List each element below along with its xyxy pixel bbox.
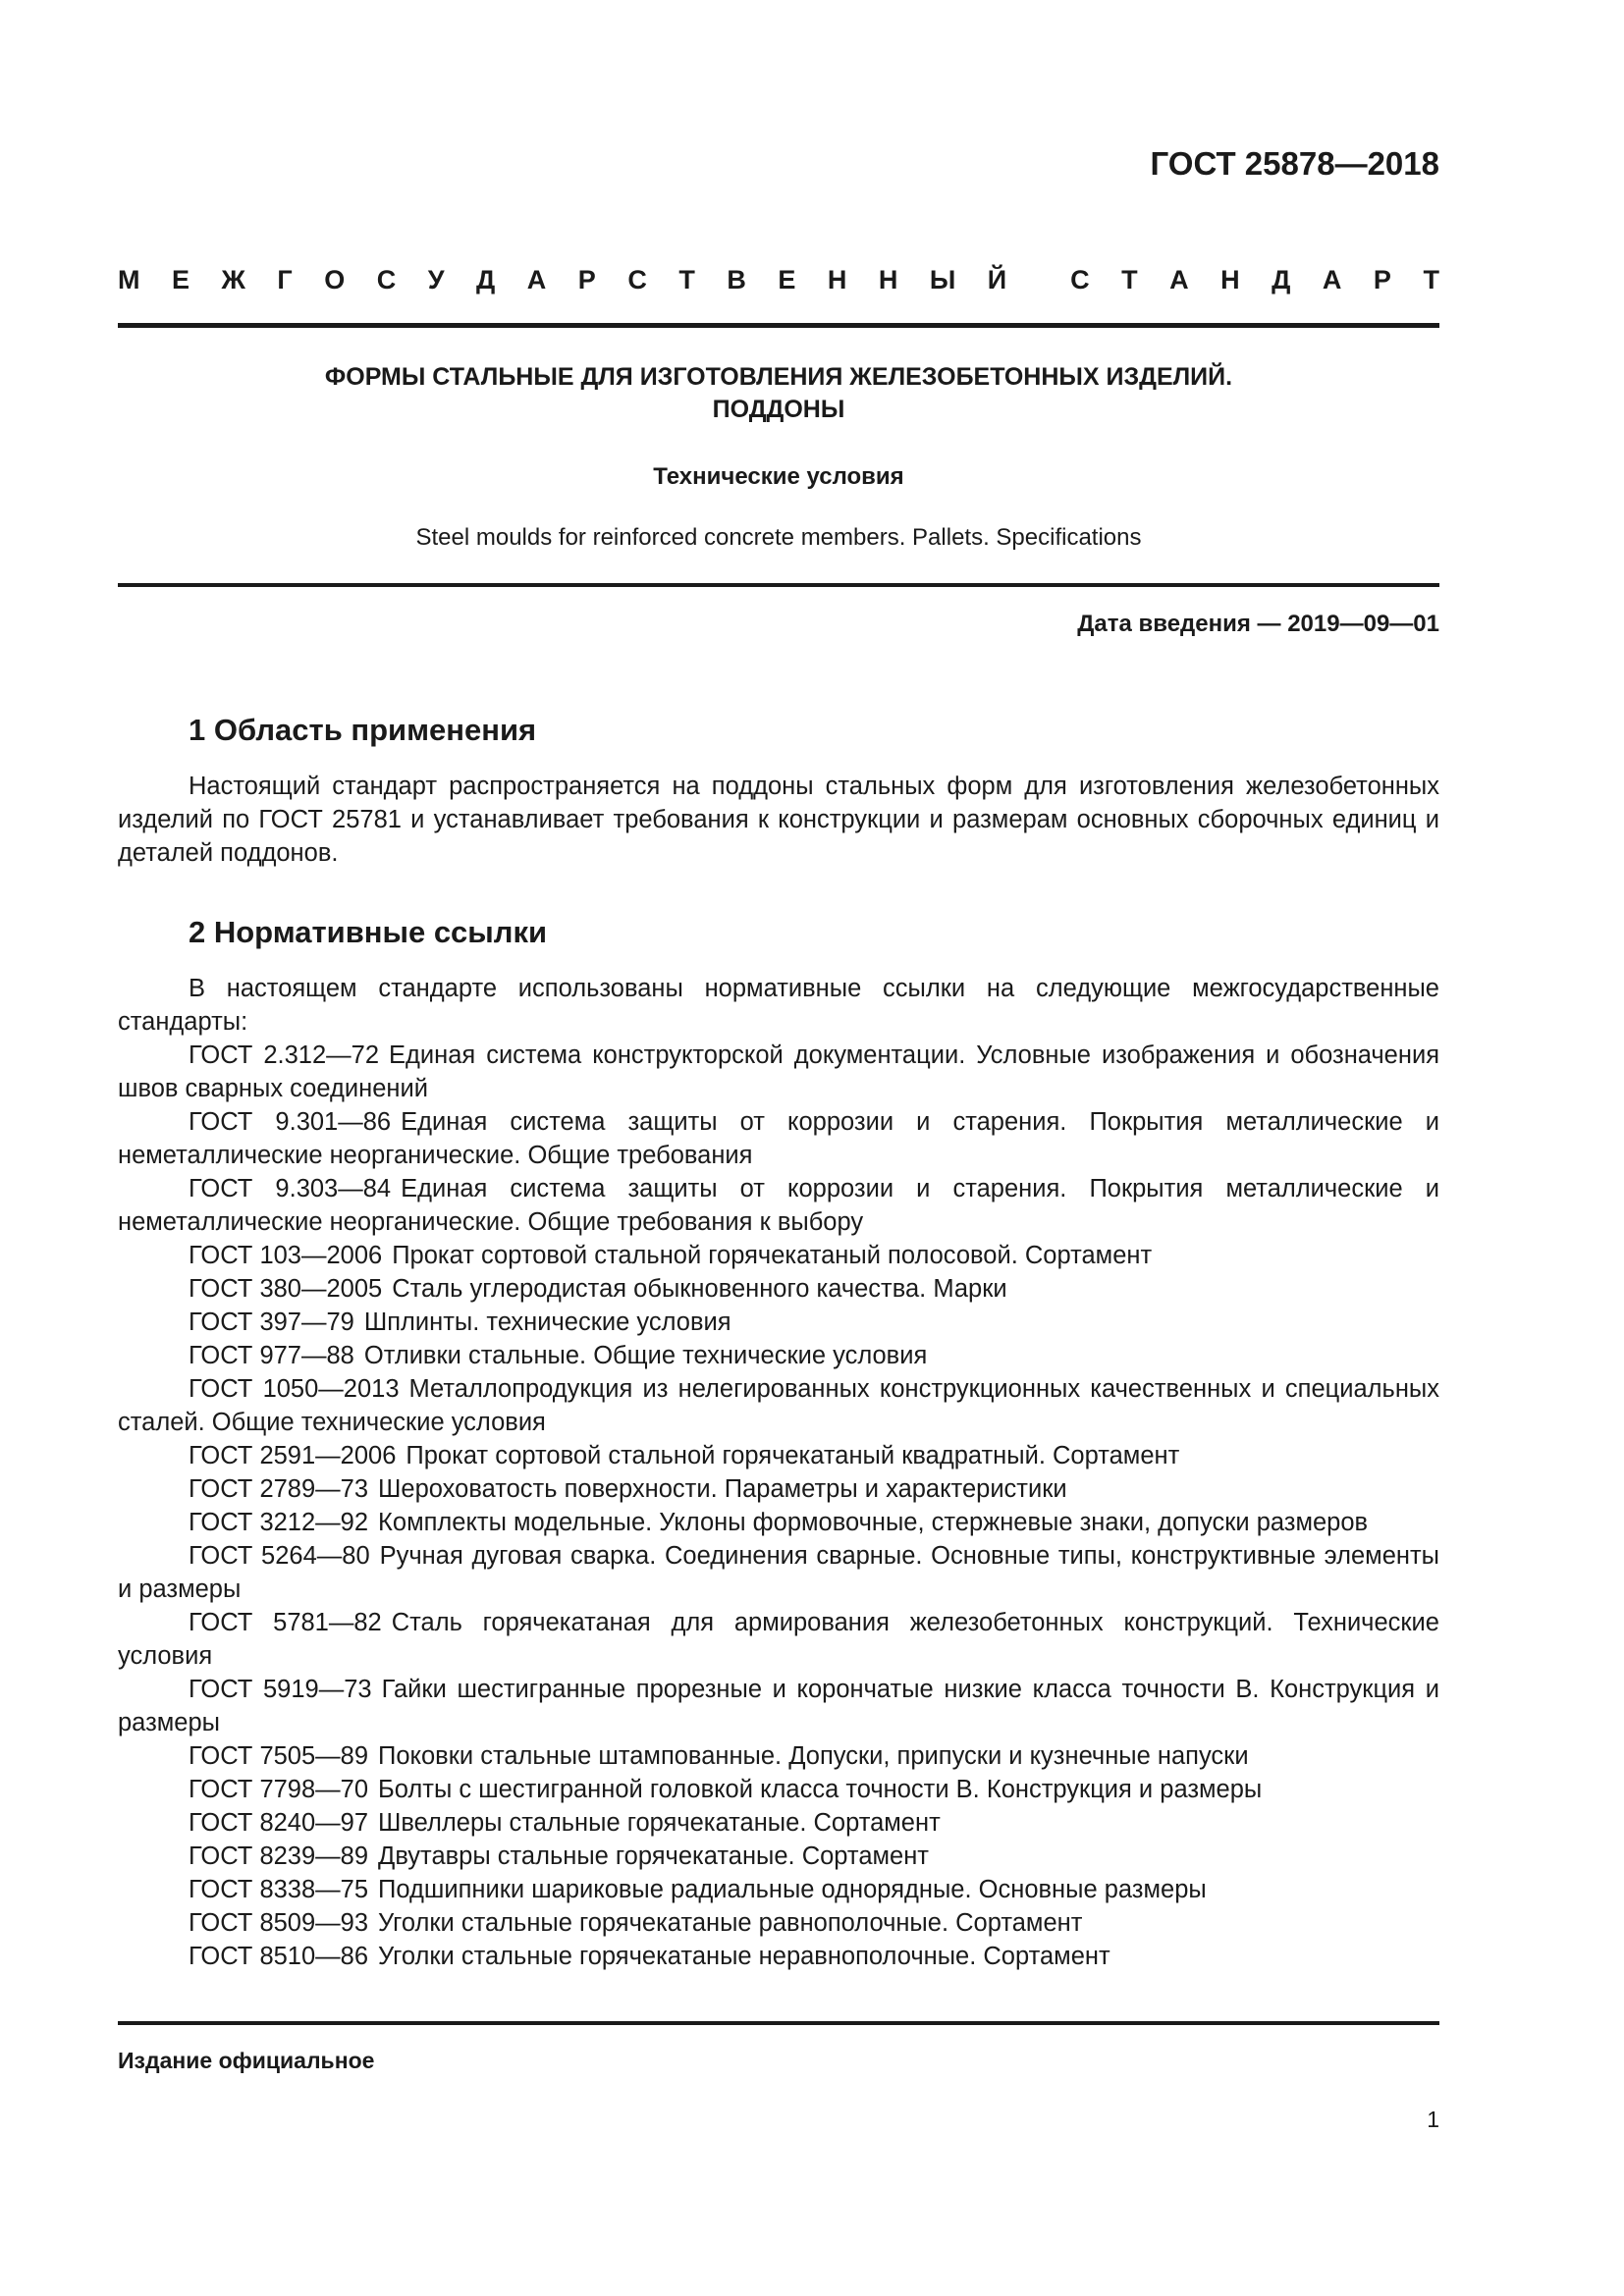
reference-item bbox=[118, 1840, 1439, 1873]
spaced-letter: Н bbox=[827, 265, 847, 294]
reference-title: Швеллеры стальные горячекатаные. Сортамент bbox=[378, 1809, 941, 1837]
spaced-letter: Т bbox=[678, 265, 695, 294]
reference-item bbox=[118, 1773, 1439, 1806]
reference-title: Подшипники шариковые радиальные однорядные. Основные размеры bbox=[378, 1876, 1207, 1903]
reference-item bbox=[118, 1039, 1439, 1105]
reference-item bbox=[118, 1606, 1439, 1673]
spaced-letter: Ж bbox=[221, 265, 245, 294]
reference-title: Сталь углеродистая обыкновенного качества. Марки bbox=[392, 1275, 1007, 1303]
title-divider bbox=[118, 583, 1439, 587]
reference-title: Уголки стальные горячекатаные неравнополочные. Сортамент bbox=[378, 1943, 1110, 1970]
reference-code: ГОСТ 1050—2013 bbox=[189, 1375, 400, 1403]
spaced-letter: Д bbox=[476, 265, 496, 294]
reference-item bbox=[118, 1239, 1439, 1272]
spaced-letter: Й bbox=[987, 265, 1007, 294]
spaced-letter: М bbox=[118, 265, 140, 294]
page-number: 1 bbox=[1427, 2107, 1439, 2132]
reference-code: ГОСТ 8240—97 bbox=[189, 1809, 369, 1837]
reference-code: ГОСТ 5781—82 bbox=[189, 1609, 382, 1636]
reference-code: ГОСТ 103—2006 bbox=[189, 1242, 383, 1269]
section-1 bbox=[118, 711, 1439, 870]
official-edition-label: Издание официальное bbox=[118, 2048, 375, 2073]
reference-code: ГОСТ 7798—70 bbox=[189, 1776, 369, 1803]
reference-title: Отливки стальные. Общие технические условия bbox=[363, 1342, 928, 1369]
reference-code: ГОСТ 8510—86 bbox=[189, 1943, 369, 1970]
spaced-letter: Р bbox=[577, 265, 596, 294]
spaced-letter: С bbox=[1070, 265, 1090, 294]
reference-item bbox=[118, 1339, 1439, 1372]
spaced-letter: В bbox=[727, 265, 746, 294]
normative-references-list bbox=[118, 1039, 1439, 1973]
reference-title: Гайки шестигранные прорезные и корончатые низкие класса точности В. Конструкция и размеры bbox=[118, 1676, 1439, 1736]
spaced-letter: Ы bbox=[929, 265, 956, 294]
spaced-letter: Г bbox=[277, 265, 293, 294]
spaced-letter: У bbox=[427, 265, 445, 294]
reference-item bbox=[118, 1673, 1439, 1739]
reference-item bbox=[118, 1472, 1439, 1506]
reference-item bbox=[118, 1873, 1439, 1906]
reference-code: ГОСТ 5919—73 bbox=[189, 1676, 372, 1703]
reference-code: ГОСТ 397—79 bbox=[189, 1308, 354, 1336]
reference-title: Шплинты. технические условия bbox=[363, 1308, 731, 1336]
reference-title: Поковки стальные штампованные. Допуски, припуски и кузнечные напуски bbox=[378, 1742, 1249, 1770]
section-2 bbox=[118, 913, 1439, 1973]
reference-code: ГОСТ 3212—92 bbox=[189, 1509, 369, 1536]
reference-item bbox=[118, 1940, 1439, 1973]
spaced-letter: А bbox=[1322, 265, 1342, 294]
spaced-letter: С bbox=[627, 265, 647, 294]
reference-title: Единая система защиты от коррозии и старения. Покрытия металлические и неметаллические неорганические. Общие требования bbox=[118, 1108, 1439, 1169]
reference-code: ГОСТ 8239—89 bbox=[189, 1842, 369, 1870]
reference-code: ГОСТ 977—88 bbox=[189, 1342, 354, 1369]
reference-title: Болты с шестигранной головкой класса точности В. Конструкция и размеры bbox=[378, 1776, 1263, 1803]
spaced-letter: Д bbox=[1272, 265, 1291, 294]
document-title bbox=[118, 361, 1439, 426]
reference-code: ГОСТ 2591—2006 bbox=[189, 1442, 397, 1469]
reference-item bbox=[118, 1172, 1439, 1239]
reference-title: Прокат сортовой стальной горячекатаный полосовой. Сортамент bbox=[392, 1242, 1153, 1269]
reference-item bbox=[118, 1739, 1439, 1773]
reference-title: Шероховатость поверхности. Параметры и характеристики bbox=[378, 1475, 1067, 1503]
reference-item bbox=[118, 1439, 1439, 1472]
spaced-letter: Р bbox=[1373, 265, 1391, 294]
reference-item bbox=[118, 1272, 1439, 1306]
reference-title: Металлопродукция из нелегированных конструкционных качественных и специальных сталей. Общие технические условия bbox=[118, 1375, 1439, 1436]
reference-code: ГОСТ 9.301—86 bbox=[189, 1108, 392, 1136]
introduction-date: Дата введения — 2019—09—01 bbox=[1077, 611, 1439, 637]
document-subtitle: Технические условия bbox=[653, 463, 904, 490]
reference-code: ГОСТ 5264—80 bbox=[189, 1542, 370, 1570]
spaced-letter: Т bbox=[1121, 265, 1138, 294]
spaced-letter: А bbox=[526, 265, 547, 294]
reference-item bbox=[118, 1806, 1439, 1840]
reference-title: Прокат сортовой стальной горячекатаный квадратный. Сортамент bbox=[406, 1442, 1180, 1469]
reference-item bbox=[118, 1506, 1439, 1539]
spaced-letter: О bbox=[324, 265, 346, 294]
reference-title: Ручная дуговая сварка. Соединения сварные. Основные типы, конструктивные элементы и размеры bbox=[118, 1542, 1439, 1603]
section-1-heading: 1 Область применения bbox=[189, 713, 537, 747]
spaced-letter: Н bbox=[878, 265, 898, 294]
spaced-letter: Е bbox=[778, 265, 796, 294]
spaced-letter: С bbox=[376, 265, 397, 294]
reference-item bbox=[118, 1906, 1439, 1940]
reference-title: Единая система защиты от коррозии и старения. Покрытия металлические и неметаллические неорганические. Общие требования к выбору bbox=[118, 1175, 1439, 1236]
reference-code: ГОСТ 8509—93 bbox=[189, 1909, 369, 1937]
reference-item bbox=[118, 1372, 1439, 1439]
spaced-letter: Т bbox=[1423, 265, 1439, 294]
reference-item bbox=[118, 1306, 1439, 1339]
reference-item bbox=[118, 1105, 1439, 1172]
reference-code: ГОСТ 2.312—72 bbox=[189, 1041, 380, 1069]
header-divider bbox=[118, 323, 1439, 328]
spaced-letter: Н bbox=[1220, 265, 1240, 294]
english-title: Steel moulds for reinforced concrete members. Pallets. Specifications bbox=[415, 524, 1142, 551]
section-2-intro: В настоящем стандарте использованы нормативные ссылки на следующие межгосударственные стандарты: bbox=[118, 975, 1439, 1036]
interstate-standard-label bbox=[118, 265, 1439, 295]
title-line-2: ПОДДОНЫ bbox=[712, 396, 845, 423]
spaced-letter: А bbox=[1169, 265, 1189, 294]
section-1-text: Настоящий стандарт распространяется на поддоны стальных форм для изготовления железобетонных изделий по ГОСТ 25781 и устанавливает требования к конструкции и размерам основных сборочных единиц и деталей поддонов. bbox=[118, 773, 1439, 867]
section-2-heading: 2 Нормативные ссылки bbox=[189, 915, 548, 949]
reference-title: Двутавры стальные горячекатаные. Сортамент bbox=[378, 1842, 929, 1870]
reference-title: Сталь горячекатаная для армирования железобетонных конструкций. Технические условия bbox=[118, 1609, 1439, 1670]
footer-divider bbox=[118, 2021, 1439, 2025]
reference-code: ГОСТ 7505—89 bbox=[189, 1742, 369, 1770]
reference-code: ГОСТ 9.303—84 bbox=[189, 1175, 392, 1202]
reference-title: Уголки стальные горячекатаные равнополочные. Сортамент bbox=[378, 1909, 1083, 1937]
spaced-letter: Е bbox=[172, 265, 190, 294]
reference-code: ГОСТ 380—2005 bbox=[189, 1275, 383, 1303]
title-line-1: ФОРМЫ СТАЛЬНЫЕ ДЛЯ ИЗГОТОВЛЕНИЯ ЖЕЛЕЗОБЕТОННЫХ ИЗДЕЛИЙ. bbox=[324, 363, 1233, 391]
reference-code: ГОСТ 2789—73 bbox=[189, 1475, 369, 1503]
reference-item bbox=[118, 1539, 1439, 1606]
reference-code: ГОСТ 8338—75 bbox=[189, 1876, 369, 1903]
reference-title: Комплекты модельные. Уклоны формовочные, стержневые знаки, допуски размеров bbox=[378, 1509, 1369, 1536]
document-number: ГОСТ 25878—2018 bbox=[1150, 145, 1439, 182]
reference-title: Единая система конструкторской документации. Условные изображения и обозначения швов сварных соединений bbox=[118, 1041, 1439, 1102]
